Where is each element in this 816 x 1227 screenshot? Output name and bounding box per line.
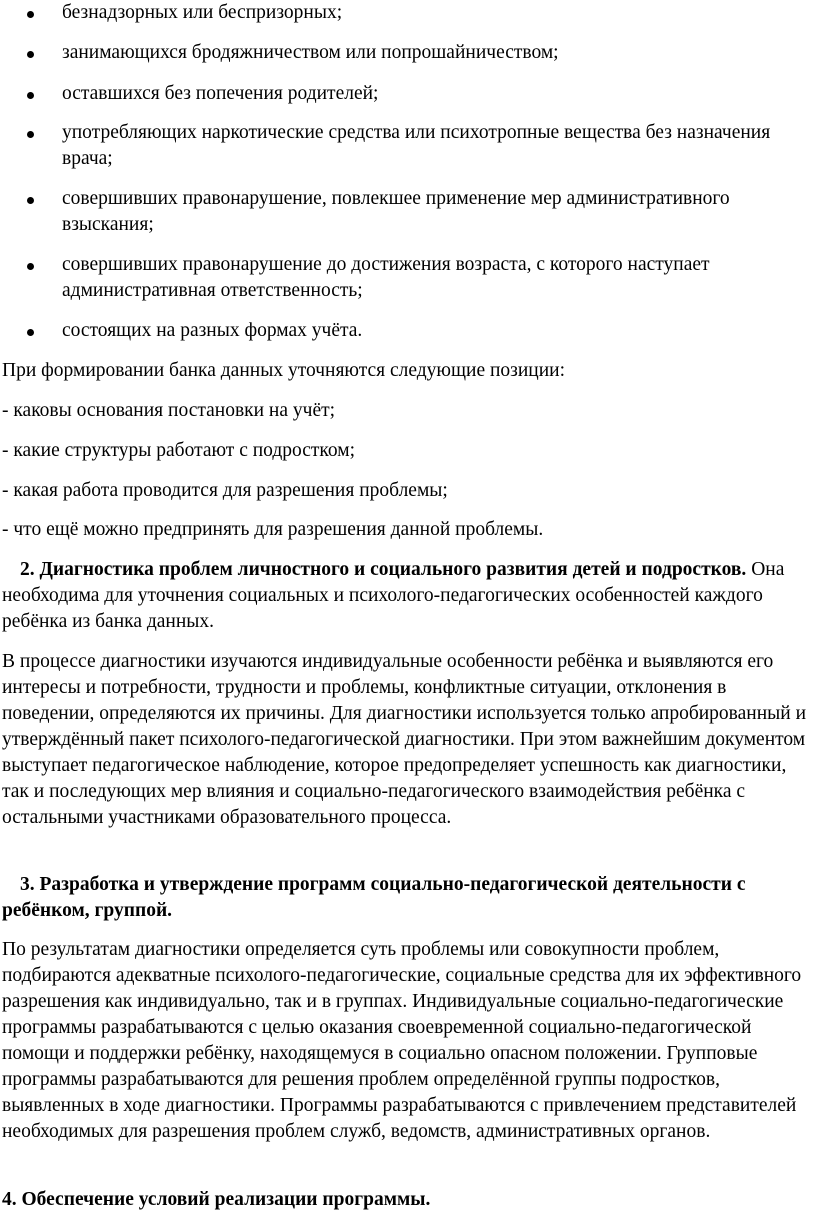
list-item (62, 120, 802, 172)
bullet-icon (27, 329, 34, 336)
section-2-text: Она необходима для уточнения социальных и психолого-педагогических особенностей каждого ребёнка из банка данных. (2, 559, 785, 632)
position-item: - что ещё можно предпринять для разрешения данной проблемы. (2, 519, 544, 540)
list-item (62, 0, 802, 26)
programs-paragraph: По результатам диагностики определяется суть проблемы или совокупности проблем, подбираются адекватные психолого-педагогические, социальные средства для их эффективного разрешения как индивидуально, так и в группах. Индивидуальные социально-педагогические программы разрабатываются с целью оказания своевременной социально-педагогической помощи и поддержки ребёнку, находящемуся в социально опасном положении. Групповые программы разрабатываются для решения проблем определённой группы подростков, выявленных в ходе диагностики. Программы разрабатываются с привлечением представителей необходимых для разрешения проблем служб, ведомств, административных органов. (2, 939, 802, 1142)
section-4-heading: 4. Обеспечение условий реализации программы. (2, 1189, 431, 1210)
diagnostics-paragraph: В процессе диагностики изучаются индивидуальные особенности ребёнка и выявляются его интересы и потребности, трудности и проблемы, конфликтные ситуации, отклонения в поведении, определяются их причины. Для диагностики используется только апробированный и утверждённый пакет психолого-педагогической диагностики. При этом важнейшим документом выступает педагогическое наблюдение, которое предопределяет успешность как диагностики, так и последующих мер влияния и социально-педагогического взаимодействия ребёнка с остальными участниками образовательного процесса. (2, 651, 807, 828)
list-item-text: совершивших правонарушение, повлекшее применение мер административного взыскания; (62, 188, 730, 235)
list-item (62, 252, 802, 304)
list-item-text: употребляющих наркотические средства или психотропные вещества без назначения врача; (62, 122, 771, 169)
bullet-icon (27, 11, 34, 18)
bullet-icon (27, 263, 34, 270)
bullet-icon (27, 197, 34, 204)
section-2-paragraph (2, 557, 814, 635)
list-item-text: совершивших правонарушение до достижения возраста, с которого наступает административная ответственность; (62, 254, 710, 301)
section-3-heading: 3. Разработка и утверждение программ социально-педагогической деятельности с ребёнком, группой. (2, 874, 746, 921)
list-item (62, 318, 802, 344)
list-item-text: безнадзорных или беспризорных; (62, 2, 343, 23)
list-item-text: оставшихся без попечения родителей; (62, 83, 379, 104)
position-item: - какие структуры работают с подростком; (2, 440, 356, 461)
position-item: - какая работа проводится для разрешения проблемы; (2, 480, 448, 501)
bullet-icon (27, 51, 34, 58)
list-item-text: занимающихся бродяжничеством или попрошайничеством; (62, 42, 559, 63)
bank-data-intro: При формировании банка данных уточняются следующие позиции: (2, 360, 566, 381)
bullet-icon (27, 92, 34, 99)
section-2-heading: 2. Диагностика проблем личностного и социального развития детей и подростков. (20, 559, 747, 580)
list-item (62, 40, 802, 66)
bullet-icon (27, 131, 34, 138)
list-item (62, 81, 802, 107)
list-item (62, 186, 802, 238)
position-item: - каковы основания постановки на учёт; (2, 400, 336, 421)
list-item-text: состоящих на разных формах учёта. (62, 320, 363, 341)
